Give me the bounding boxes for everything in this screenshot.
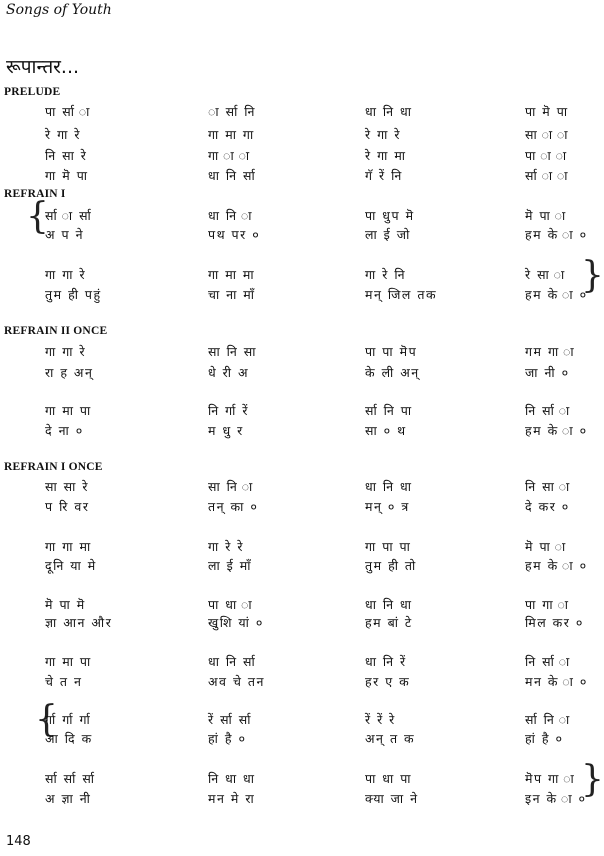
notation-cell: गा गा रे [45,267,87,282]
notation-cell: हम के ा ० [525,558,588,573]
notation-cell: हम के ा ० [525,423,588,438]
notation-cell: ा र्सा नि [208,104,256,119]
notation-cell: पा धा ा [208,597,254,612]
notation-cell: म धु र [208,423,244,438]
notation-row [0,402,600,422]
notation-cell: पा धा पा [365,771,413,786]
notation-row [0,711,600,731]
notation-cell: नि र्सा ा [525,403,571,418]
notation-cell: सा ० थ [365,423,407,438]
notation-cell: गा मा मा [208,267,256,282]
notation-row [0,126,600,146]
notation-row [0,790,600,810]
section-label-refrain-1: REFRAIN I [4,188,66,200]
notation-cell: गा रे नि [365,267,407,282]
notation-cell: अ ज्ञा नी [45,791,92,806]
notation-cell: रें रें रे [365,712,396,727]
notation-cell: के ली अन् [365,365,420,380]
notation-cell: अ प ने [45,227,85,242]
notation-cell: धा नि रें [365,654,407,669]
notation-cell: मन के ा ० [525,674,588,689]
notation-row [0,207,600,227]
notation-cell: सा ा ा [525,127,570,142]
notation-cell: नि र्सा ा [525,654,571,669]
notation-cell: हां है ० [525,731,564,746]
notation-cell: गा गा रे [45,344,87,359]
notation-cell: क्या जा ने [365,791,419,806]
notation-cell: हम के ा ० [525,287,588,302]
notation-cell: चा ना माँ [208,287,256,302]
notation-cell: सा सा रे [45,479,89,494]
notation-cell: र्सा ा ा [525,168,570,183]
notation-cell: पा धुप मॆ [365,208,415,223]
left-brace-icon: { [26,196,49,237]
notation-cell: पा मॆ पा [525,104,569,119]
notation-cell: पा गा ा [525,597,570,612]
notation-cell: इन के ा ० [525,791,587,806]
notation-row [0,557,600,577]
notation-cell: मन् ० त्र [365,499,410,514]
notation-row [0,103,600,123]
notation-cell: हम के ा ० [525,227,588,242]
section-label-refrain-1-once: REFRAIN I ONCE [4,461,103,473]
notation-cell: रे सा ा [525,267,566,282]
notation-cell: मन् जिल तक [365,287,438,302]
notation-cell: हम बां टे [365,615,413,630]
notation-cell: रे गा मा [365,148,407,163]
notation-cell: नि र्गा रें [208,403,250,418]
notation-row [0,538,600,558]
notation-cell: रे गा रे [45,127,81,142]
notation-cell: हां है ० [208,731,247,746]
notation-cell: तन् का ० [208,499,259,514]
notation-row [0,653,600,673]
notation-cell: र्सा नि ा [525,712,571,727]
notation-row [0,478,600,498]
notation-row [0,147,600,167]
notation-cell: रें र्सा र्सा [208,712,252,727]
notation-cell: पथ पर ० [208,227,261,242]
notation-cell: गा ा ा [208,148,251,163]
notation-cell: र्सा ा र्सा [45,208,93,223]
notation-cell: गॅ रें नि [365,168,403,183]
page-title: रूपान्तर... [6,56,80,78]
notation-cell: गा मा गा [208,127,255,142]
notation-cell: धा नि धा [365,479,413,494]
notation-cell: मॆ पा ा [525,539,567,554]
notation-cell: दे कर ० [525,499,570,514]
notation-cell: रे गा रे [365,127,401,142]
section-label-refrain-2-once: REFRAIN II ONCE [4,325,108,337]
notation-cell: र्गा र्गा र्गा [45,712,92,727]
notation-cell: धा नि र्सा [208,168,257,183]
left-brace-icon: { [35,699,58,740]
notation-cell: नि सा ा [525,479,571,494]
notation-row [0,343,600,363]
notation-cell: गम गा ा [525,344,576,359]
notation-cell: धा नि धा [365,104,413,119]
notation-row [0,422,600,442]
notation-cell: गा गा मा [45,539,92,554]
notation-cell: र्सा र्सा र्सा [45,771,96,786]
notation-cell: गा मा पा [45,403,92,418]
page-number: 148 [6,834,31,849]
notation-cell: अव चे तन [208,674,265,689]
notation-cell: ज्ञा आन और [45,615,113,630]
notation-cell: र्सा नि पा [365,403,413,418]
notation-cell: सा नि ा [208,479,254,494]
notation-row [0,498,600,518]
notation-cell: मॆ पा ा [525,208,567,223]
notation-cell: मन मे रा [208,791,256,806]
notation-cell: दे ना ० [45,423,84,438]
notation-cell: पा ा ा [525,148,568,163]
right-brace-icon: } [581,759,604,800]
notation-cell: धा नि र्सा [208,654,257,669]
running-header: Songs of Youth [6,2,112,18]
notation-cell: गा रे रे [208,539,244,554]
notation-cell: अन् त क [365,731,416,746]
notation-cell: गा पा पा [365,539,412,554]
notation-cell: मॆ पा मॆ [45,597,86,612]
notation-cell: मॆप गा ा [525,771,576,786]
notation-cell: आ दि क [45,731,93,746]
notation-cell: मिल कर ० [525,615,584,630]
notation-row [0,364,600,384]
notation-row [0,286,600,306]
notation-row [0,730,600,750]
notation-cell: नि सा रे [45,148,88,163]
notation-cell: धा नि ा [208,208,253,223]
notation-cell: तुम ही पहुं [45,287,102,302]
notation-cell: जा नी ० [525,365,570,380]
notation-row [0,770,600,790]
notation-cell: दूनि या मे [45,558,97,573]
notation-cell: ला ई जो [365,227,411,242]
right-brace-icon: } [581,255,604,296]
notation-cell: चे त न [45,674,83,689]
notation-cell: पा पा मॆप [365,344,418,359]
notation-cell: प रि वर [45,499,90,514]
notation-cell: धा नि धा [365,597,413,612]
notation-cell: सा नि सा [208,344,257,359]
notation-cell: गा मा पा [45,654,92,669]
notation-cell: रा ह अन् [45,365,94,380]
notation-row [0,167,600,187]
notation-cell: तुम ही तो [365,558,417,573]
notation-cell: हर ए क [365,674,411,689]
notation-cell: ला ई माँ [208,558,253,573]
notation-row [0,614,600,634]
section-label-prelude: PRELUDE [4,86,61,98]
notation-cell: गा मॆ पा [45,168,89,183]
notation-row [0,226,600,246]
notation-cell: धे री अ [208,365,250,380]
notation-row [0,596,600,616]
notation-row [0,266,600,286]
notation-row [0,673,600,693]
notation-cell: नि धा धा [208,771,256,786]
notation-cell: पा र्सा ा [45,104,91,119]
notation-cell: खुशि यां ० [208,615,264,630]
